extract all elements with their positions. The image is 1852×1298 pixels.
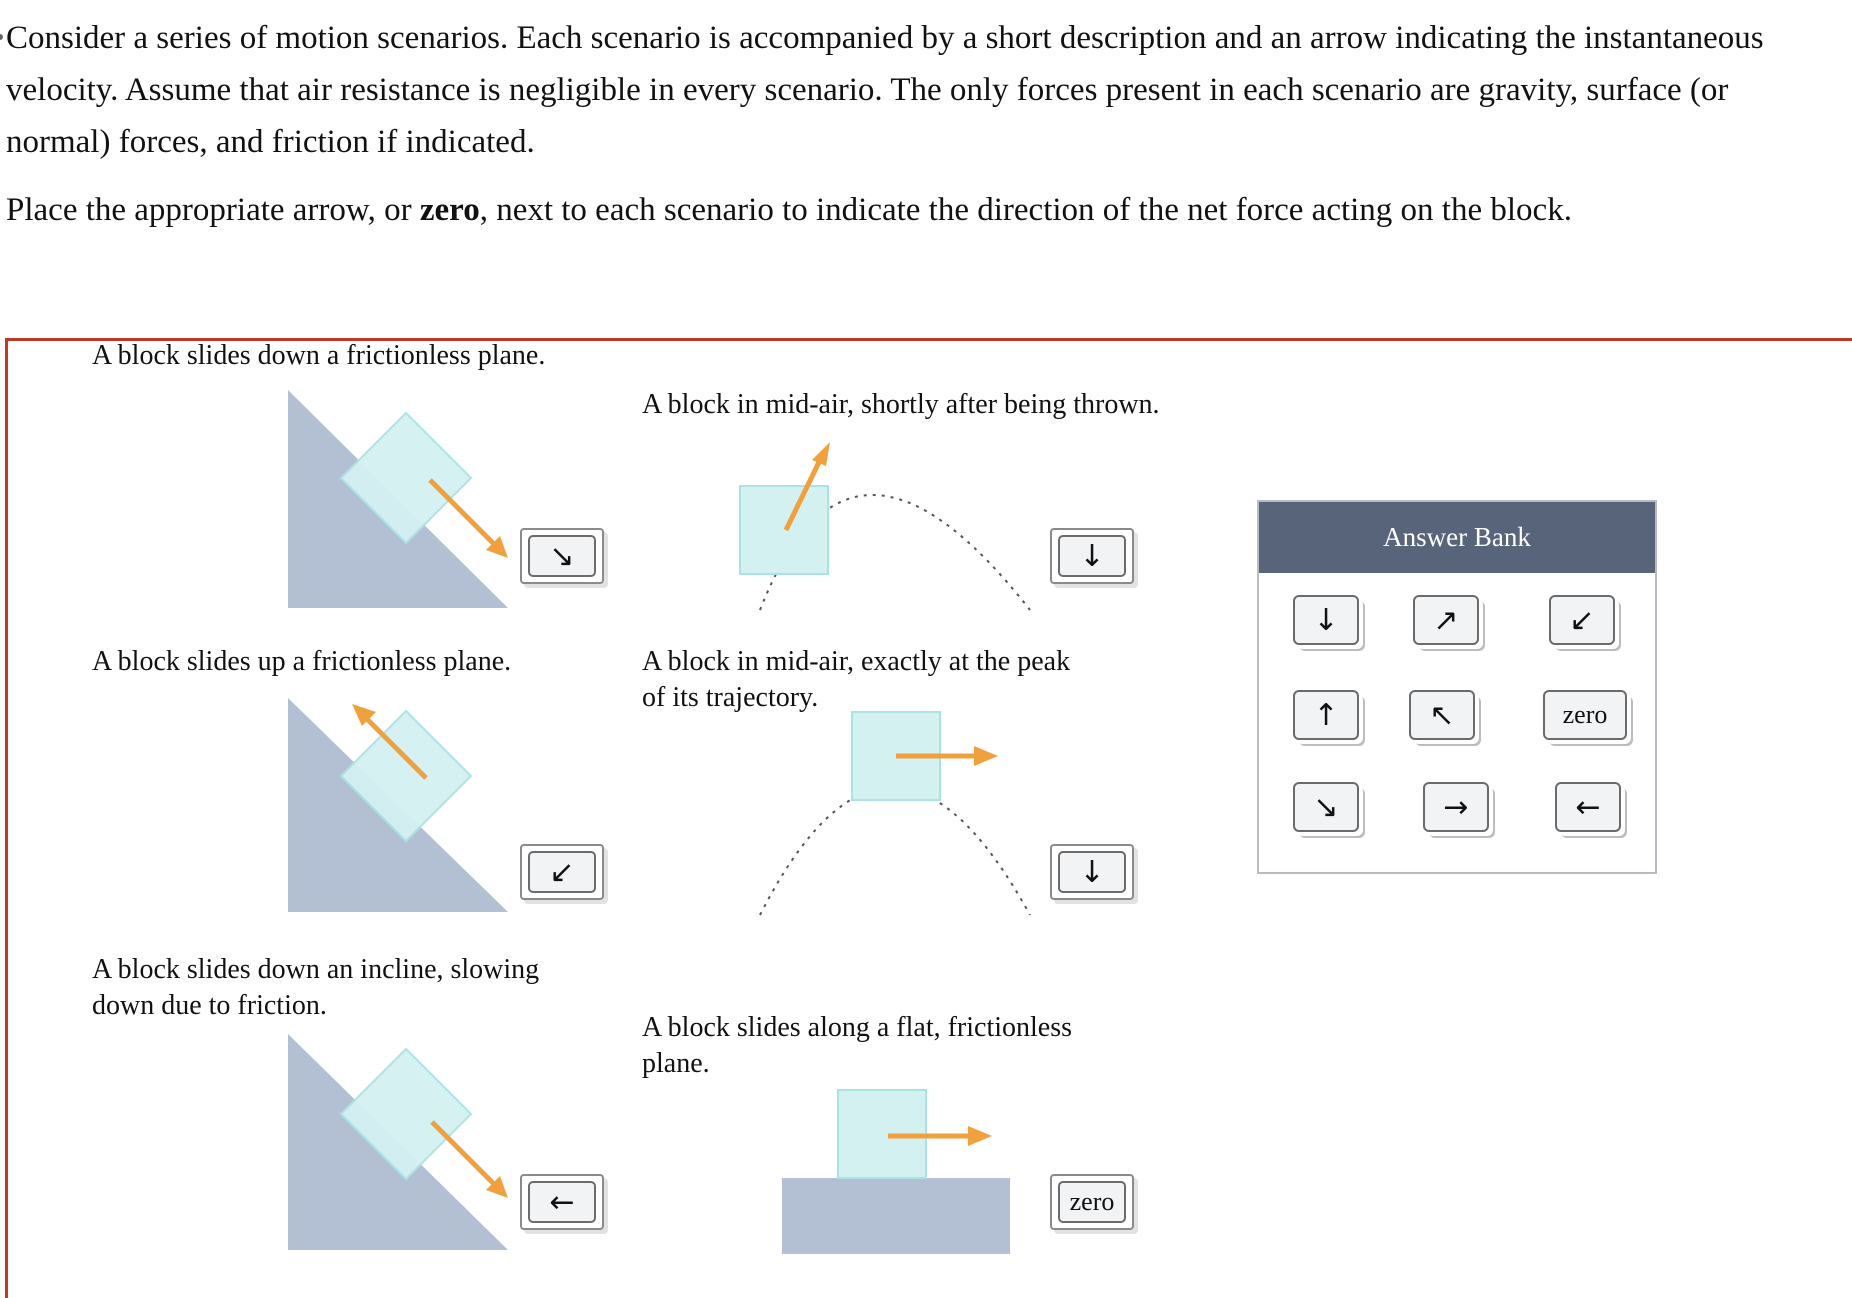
- scenario-4-label-line-1: A block in mid-air, exactly at the peak: [642, 646, 1071, 677]
- instructions-paragraph-1: Consider a series of motion scenarios. Each scenario is accompanied by a short description and an arrow indicating the instantaneous velocity. Assume that air resistance is negligible in every scenario. The only forces present in each scenario are gravity, surface (or normal) forces, and friction if indicated.: [6, 20, 1764, 160]
- trajectory-path: [760, 788, 1030, 916]
- answer-bank: [1257, 500, 1657, 874]
- scenario-1-label: A block slides down a frictionless plane.: [92, 340, 546, 371]
- instructions-paragraph-2: Place the appropriate arrow, or zero, next to each scenario to indicate the direction of the net force acting on the block.: [6, 192, 1572, 228]
- bank-chip-down-right-arrow[interactable]: ↘: [1293, 782, 1359, 832]
- scenario-2-diagram: [730, 440, 1050, 620]
- scenario-1-answer-chip[interactable]: ↘: [528, 535, 596, 577]
- scenario-2-drop-slot[interactable]: [1050, 528, 1134, 584]
- scenario-2-label: A block in mid-air, shortly after being thrown.: [642, 389, 1160, 420]
- bank-chip-right-arrow[interactable]: →: [1423, 782, 1489, 832]
- bank-chip-left-arrow[interactable]: ←: [1555, 782, 1621, 832]
- block: [740, 486, 828, 574]
- bank-chip-up-right-arrow[interactable]: ↗: [1413, 595, 1479, 645]
- scenario-3-drop-slot[interactable]: [520, 844, 604, 900]
- bullet-dot: [0, 34, 3, 40]
- bank-chip-up-arrow[interactable]: ↑: [1293, 690, 1359, 740]
- bank-chip-down-arrow[interactable]: ↓: [1293, 595, 1359, 645]
- scenario-6-label-line-2: plane.: [642, 1048, 710, 1079]
- scenario-2-answer-chip[interactable]: ↓: [1058, 535, 1126, 577]
- scenario-1-diagram: [280, 380, 540, 620]
- scenario-3-diagram: [280, 690, 540, 920]
- scenario-6-label-line-1: A block slides along a flat, frictionless: [642, 1012, 1073, 1043]
- velocity-arrow: [430, 480, 500, 550]
- bank-chip-zero[interactable]: zero: [1543, 690, 1627, 740]
- velocity-arrow: [432, 1122, 498, 1188]
- zero-bold-word: zero: [419, 192, 480, 228]
- bank-chip-up-left-arrow[interactable]: ↖: [1409, 690, 1475, 740]
- scenario-5-label-line-1: A block slides down an incline, slowing: [92, 954, 540, 985]
- scenario-5-answer-chip[interactable]: ←: [528, 1181, 596, 1223]
- scenario-5-drop-slot[interactable]: [520, 1174, 604, 1230]
- scenario-3-label: A block slides up a frictionless plane.: [92, 646, 512, 677]
- scenario-6-drop-slot[interactable]: [1050, 1174, 1134, 1230]
- scenario-6-diagram: [780, 1086, 1020, 1256]
- scenario-1-drop-slot[interactable]: [520, 528, 604, 584]
- scenario-4-diagram: [740, 700, 1060, 920]
- scenario-3-answer-chip[interactable]: ↙: [528, 851, 596, 893]
- scenario-5-diagram: [280, 1028, 540, 1258]
- bank-chip-down-left-arrow[interactable]: ↙: [1549, 595, 1615, 645]
- scenario-4-label-line-2: of its trajectory.: [642, 682, 819, 713]
- scenario-6-answer-chip[interactable]: zero: [1058, 1181, 1126, 1223]
- flat-surface: [782, 1178, 1010, 1254]
- scenario-5-label-line-2: down due to friction.: [92, 990, 327, 1021]
- scenario-4-drop-slot[interactable]: [1050, 844, 1134, 900]
- scenario-4-answer-chip[interactable]: ↓: [1058, 851, 1126, 893]
- answer-bank-title: Answer Bank: [1259, 502, 1655, 573]
